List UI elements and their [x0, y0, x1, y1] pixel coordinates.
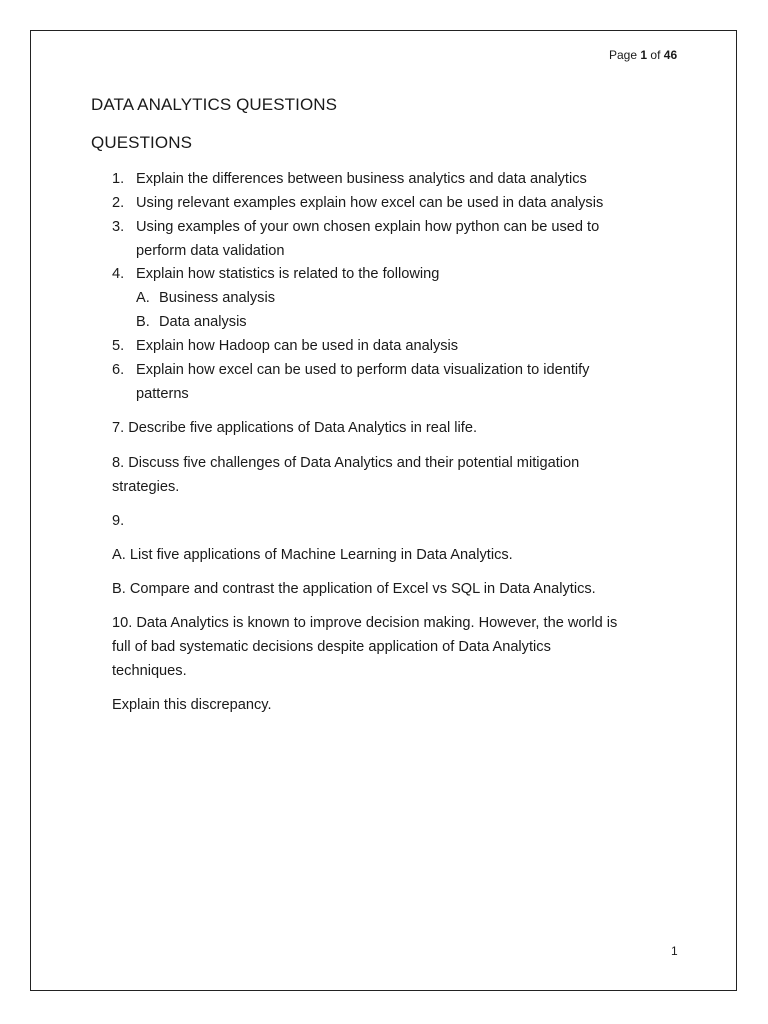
page-current: 1	[640, 48, 648, 62]
page-prefix: Page	[609, 48, 638, 62]
list-text-line1: Explain how excel can be used to perform data visualization to identify	[136, 362, 590, 378]
document-page	[30, 30, 737, 991]
list-text: Explain how statistics is related to the following	[136, 266, 440, 282]
list-number: 4.	[112, 266, 125, 282]
page-header	[609, 48, 677, 62]
question-9a: A. List five applications of Machine Learning in Data Analytics.	[112, 547, 513, 563]
question-10-line1: 10. Data Analytics is known to improve decision making. However, the world is	[112, 615, 618, 631]
sub-item-text: Business analysis	[159, 290, 275, 306]
section-heading: QUESTIONS	[91, 133, 193, 152]
question-10-line3: techniques.	[112, 663, 187, 679]
question-9: 9.	[112, 513, 125, 529]
question-10-line2: full of bad systematic decisions despite application of Data Analytics	[112, 639, 551, 655]
question-9b: B. Compare and contrast the application of Excel vs SQL in Data Analytics.	[112, 581, 596, 597]
sub-item-letter: A.	[136, 290, 150, 306]
page-of: of	[650, 48, 661, 62]
question-8-line1: 8. Discuss five challenges of Data Analytics and their potential mitigation	[112, 455, 580, 471]
question-7: 7. Describe five applications of Data Analytics in real life.	[112, 420, 478, 436]
question-10-explain: Explain this discrepancy.	[112, 697, 272, 713]
list-text: Explain the differences between business analytics and data analytics	[136, 171, 587, 187]
document-title: DATA ANALYTICS QUESTIONS	[91, 95, 338, 114]
question-8-line2: strategies.	[112, 479, 180, 495]
sub-item-text: Data analysis	[159, 314, 247, 330]
list-text-line2: patterns	[136, 386, 189, 402]
list-text: Using relevant examples explain how excel can be used in data analysis	[136, 195, 604, 211]
list-number: 1.	[112, 171, 125, 187]
list-text-line2: perform data validation	[136, 243, 285, 259]
page-total: 46	[663, 48, 678, 62]
list-number: 5.	[112, 338, 125, 354]
list-number: 3.	[112, 219, 125, 235]
list-number: 6.	[112, 362, 125, 378]
list-text-line1: Using examples of your own chosen explain how python can be used to	[136, 219, 600, 235]
sub-item-letter: B.	[136, 314, 150, 330]
footer-page-number: 1	[671, 944, 678, 958]
list-text: Explain how Hadoop can be used in data analysis	[136, 338, 459, 354]
list-number: 2.	[112, 195, 125, 211]
